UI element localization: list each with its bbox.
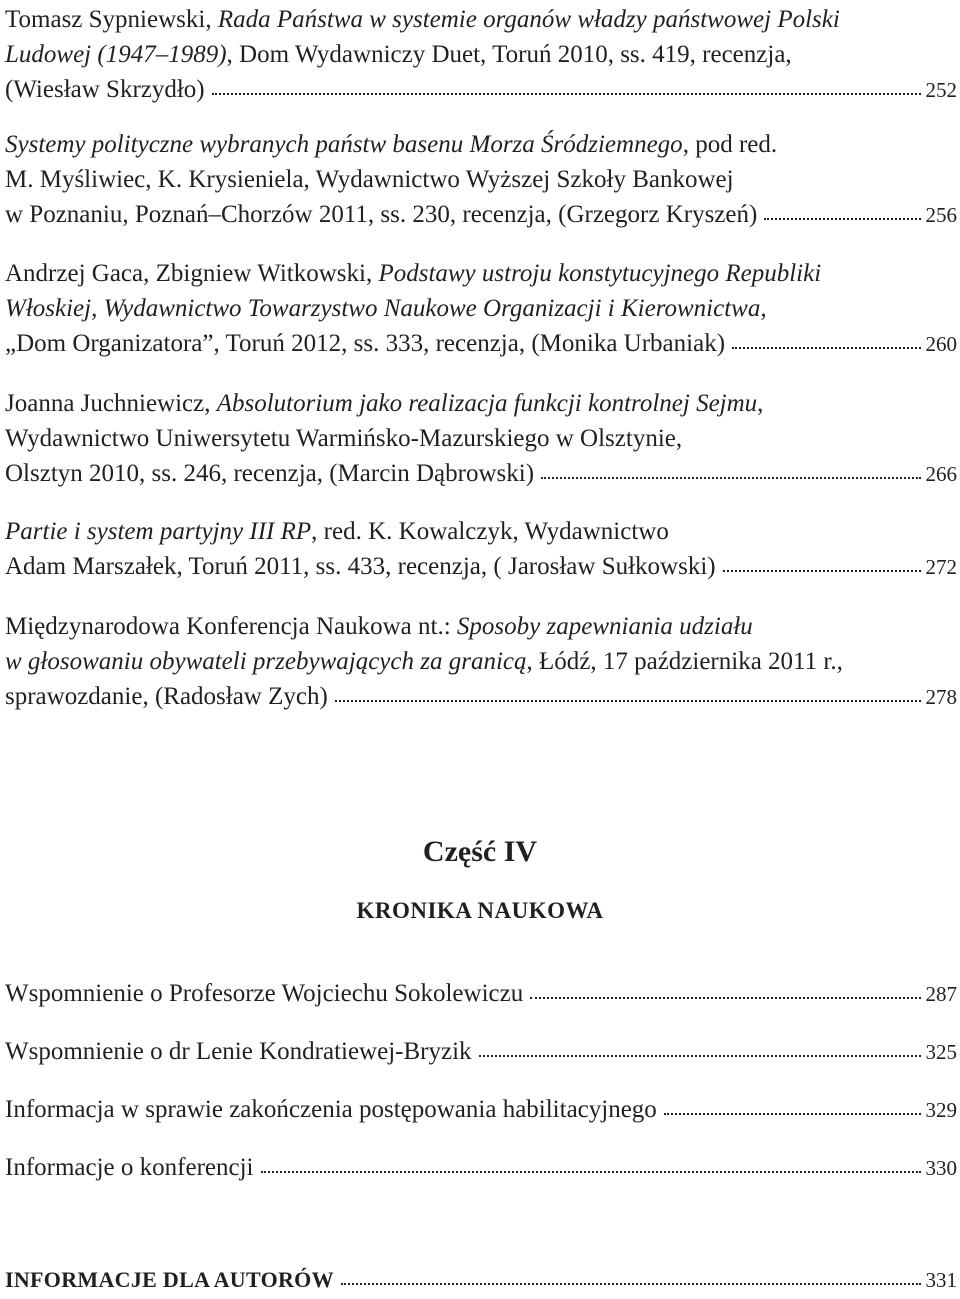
title-text: w głosowaniu obywateli przebywających za granicą (5, 648, 527, 675)
reviewer-text: Olsztyn 2010, ss. 246, recenzja, (Marcin Dąbrowski) (5, 460, 535, 487)
page-number: 287 (925, 982, 957, 1006)
dot-leader (261, 1171, 921, 1173)
page-number: 331 (925, 1268, 957, 1292)
dot-leader (732, 347, 920, 349)
editor-text: , pod red. (682, 131, 778, 158)
title-text: Partie i system partyjny III RP (5, 518, 312, 545)
toc-entry-habilitacja (5, 1092, 957, 1128)
entry-line (5, 644, 957, 679)
section-heading: KRONIKA NAUKOWA (356, 898, 604, 923)
date-text: , Łódź, 17 października 2011 r., (526, 648, 843, 675)
toc-entry-konferencje (5, 1150, 957, 1186)
dot-leader (764, 218, 920, 220)
page-number: 272 (925, 555, 957, 579)
title-text: Systemy polityczne wybranych państw basenu Morza Śródziemnego (5, 131, 683, 158)
comma-text: , (757, 390, 764, 417)
reviewer-text: „Dom Organizatora”, Toruń 2012, ss. 333, recenzja, (Monika Urbaniak) (5, 330, 726, 357)
title-text: Ludowej (1947–1989) (5, 41, 227, 68)
reviewer-text: w Poznaniu, Poznań–Chorzów 2011, ss. 230, recenzja, (Grzegorz Kryszeń) (5, 201, 758, 228)
entry-line (5, 127, 957, 162)
entry-text: Informacje o konferencji (5, 1154, 254, 1181)
dot-leader (664, 1113, 921, 1115)
toc-entry-wspomnienie-kondratiewa (5, 1034, 957, 1070)
part-heading: Część IV (422, 835, 538, 868)
entry-line (5, 2, 957, 37)
page-number: 260 (925, 332, 957, 356)
page-number: 329 (925, 1098, 957, 1122)
reviewer-text: (Wiesław Skrzydło) (5, 76, 205, 103)
entry-line: Wydawnictwo Uniwersytetu Warmińsko-Mazurskiego w Olsztynie, (5, 425, 683, 452)
title-text: Absolutorium jako realizacja funkcji kontrolnej Sejmu (216, 390, 758, 417)
entry-line (5, 291, 957, 326)
entry-last-line (5, 1150, 957, 1186)
entry-text: Wspomnienie o Profesorze Wojciechu Sokolewiczu (5, 980, 524, 1007)
entry-last-line (5, 679, 957, 715)
toc-entry-juchniewicz (5, 386, 957, 492)
entry-text: INFORMACJE DLA AUTORÓW (5, 1267, 334, 1292)
entry-line (5, 256, 957, 291)
toc-entry-wspomnienie-sokolewicz (5, 976, 957, 1012)
reviewer-text: Adam Marszałek, Toruń 2011, ss. 433, recenzja, ( Jarosław Sułkowski) (5, 553, 716, 580)
entry-last-line (5, 1034, 957, 1070)
page-number: 325 (925, 1040, 957, 1064)
dot-leader (479, 1055, 921, 1057)
entry-text: Wspomnienie o dr Lenie Kondratiewej-Bryzik (5, 1038, 472, 1065)
dot-leader (541, 477, 920, 479)
dot-leader (530, 997, 920, 999)
event-text: Międzynarodowa Konferencja Naukowa nt.: (5, 613, 457, 640)
dot-leader (723, 570, 921, 572)
entry-last-line (5, 976, 957, 1012)
entry-last-line (5, 1262, 957, 1298)
author-text: Tomasz Sypniewski, (5, 6, 218, 33)
entry-last-line (5, 549, 957, 585)
title-text: Włoskiej, Wydawnictwo Towarzystwo Naukowe Organizacji i Kierownictwa, (5, 295, 767, 322)
entry-last-line (5, 72, 957, 108)
toc-entry-konferencja (5, 609, 957, 715)
title-text: Rada Państwa w systemie organów władzy państwowej Polski (217, 6, 840, 33)
dot-leader (341, 1283, 921, 1285)
editor-text: , red. K. Kowalczyk, Wydawnictwo (311, 518, 669, 545)
page-number: 266 (925, 462, 957, 486)
entry-line: M. Myśliwiec, K. Krysieniela, Wydawnictwo Wyższej Szkoły Bankowej (5, 166, 734, 193)
author-text: Andrzej Gaca, Zbigniew Witkowski, (5, 260, 379, 287)
entry-last-line (5, 197, 957, 233)
entry-last-line (5, 1092, 957, 1128)
toc-entry-systemy-polityczne (5, 127, 957, 233)
title-text: Podstawy ustroju konstytucyjnego Republiki (378, 260, 822, 287)
reviewer-text: sprawozdanie, (Radosław Zych) (5, 683, 328, 710)
page-number: 278 (925, 685, 957, 709)
toc-entry-informacje-dla-autorow (5, 1262, 957, 1298)
toc-entry-gaca-witkowski (5, 256, 957, 362)
dot-leader (335, 700, 921, 702)
author-text: Joanna Juchniewicz, (5, 390, 217, 417)
toc-entry-partie-i-system (5, 514, 957, 585)
title-text: Sposoby zapewniania udziału (456, 613, 753, 640)
entry-line (5, 609, 957, 644)
entry-text: Informacja w sprawie zakończenia postępowania habilitacyjnego (5, 1096, 657, 1123)
entry-line (5, 386, 957, 421)
entry-last-line (5, 456, 957, 492)
page-number: 256 (925, 203, 957, 227)
page-number: 330 (925, 1156, 957, 1180)
toc-entry-sypniewski (5, 2, 957, 108)
entry-line (5, 514, 957, 549)
publisher-text: , Dom Wydawniczy Duet, Toruń 2010, ss. 419, recenzja, (226, 41, 792, 68)
page-number: 252 (925, 78, 957, 102)
entry-last-line (5, 326, 957, 362)
entry-line (5, 37, 957, 72)
dot-leader (212, 93, 921, 95)
